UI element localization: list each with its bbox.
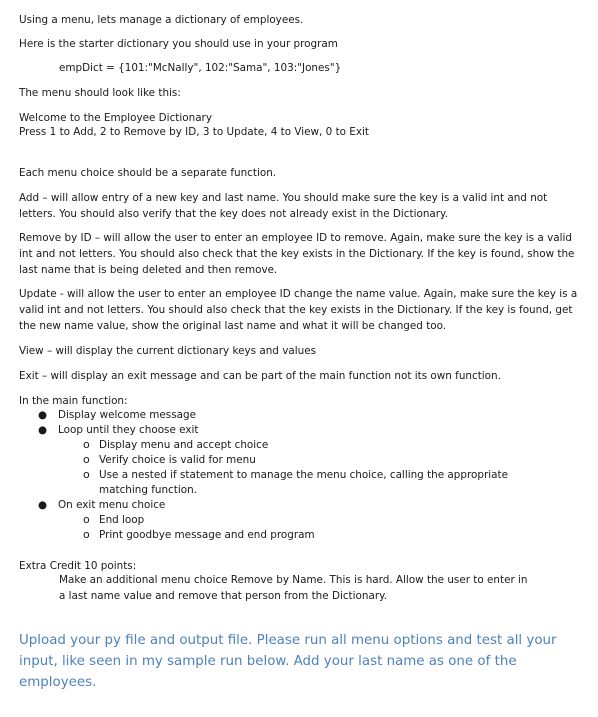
bullet-icon: ● xyxy=(38,499,48,511)
hollow-bullet-icon: o xyxy=(83,438,90,451)
extra-credit-body: Make an additional menu choice Remove by Name. This is hard. Allow the user to enter in a last name value and remove that person from the Dictionary. xyxy=(59,574,528,602)
starter-text: Here is the starter dictionary you should use in your program xyxy=(19,38,338,50)
menu-line-1: Welcome to the Employee Dictionary xyxy=(19,112,212,124)
hollow-bullet-icon: o xyxy=(83,453,90,466)
add-description: Add – will allow entry of a new key and last name. You should make sure the key is a valid int and not letters. You should also verify that the key does not already exist in the Dictionary. xyxy=(19,192,548,220)
code-line: empDict = {101:"McNally", 102:"Sama", 103:"Jones"} xyxy=(59,62,342,74)
hollow-bullet-icon: o xyxy=(83,468,90,481)
hollow-bullet-icon: o xyxy=(83,513,90,526)
update-description: Update - will allow the user to enter an employee ID change the name value. Again, make sure the key is a valid int and not letters. You should also check that the key exists in the Dictionary. If the key is found, get the new name value, show the original last name and what it will be changed too. xyxy=(19,288,578,332)
bullet-icon: ● xyxy=(38,409,48,421)
main-function-heading: In the main function: xyxy=(19,395,128,407)
extra-credit-heading: Extra Credit 10 points: xyxy=(19,560,137,572)
menu-intro: The menu should look like this: xyxy=(19,87,181,99)
separate-functions-text: Each menu choice should be a separate function. xyxy=(19,167,277,179)
menu-line-2: Press 1 to Add, 2 to Remove by ID, 3 to Update, 4 to View, 0 to Exit xyxy=(19,126,369,138)
exit-description: Exit – will display an exit message and can be part of the main function not its own function. xyxy=(19,370,501,382)
upload-instructions: Upload your py file and output file. Please run all menu options and test all your input, like seen in my sample run below. Add your last name as one of the employees. xyxy=(19,633,557,690)
intro-text: Using a menu, lets manage a dictionary of employees. xyxy=(19,14,304,26)
remove-description: Remove by ID – will allow the user to enter an employee ID to remove. Again, make sure the key is a valid int and not letters. You should also check that the key exists in the Dictionary. If the key is found, show the last name that is being deleted and then remove. xyxy=(19,232,575,276)
view-description: View – will display the current dictionary keys and values xyxy=(19,345,316,357)
hollow-bullet-icon: o xyxy=(83,528,90,541)
bullet-icon: ● xyxy=(38,424,48,436)
